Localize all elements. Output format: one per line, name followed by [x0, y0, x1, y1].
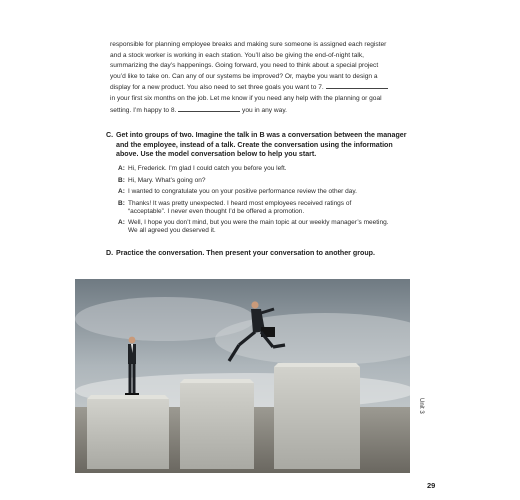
passage-text: display for a new product. You also need to set three goals you want to 7. — [110, 84, 324, 92]
passage-line — [110, 82, 410, 94]
passage-line: summarizing the day’s happenings. Going forward, you need to think about a special project — [110, 62, 379, 70]
passage — [110, 40, 410, 116]
page-number: 29 — [427, 481, 436, 490]
dialogue-text: Hi, Mary. What’s going on? — [128, 176, 206, 184]
dialogue-text: I wanted to congratulate you on your positive performance review the other day. — [128, 188, 357, 196]
fill-in-blank-7[interactable] — [326, 82, 388, 89]
speaker-label: A: — [118, 188, 125, 196]
section-c-instruction — [106, 131, 416, 160]
dialogue-text: Hi, Frederick. I’m glad I could catch you before you left. — [128, 165, 287, 172]
passage-line: responsible for planning employee breaks and making sure someone is assigned each register — [110, 41, 387, 48]
model-conversation — [118, 165, 418, 239]
photo-illustration — [75, 279, 410, 473]
speaker-label: A: — [118, 165, 125, 172]
dialogue-line — [118, 219, 418, 235]
speaker-label: B: — [118, 176, 125, 184]
block-medium — [180, 383, 254, 469]
section-letter: D. — [106, 249, 114, 257]
instruction-text: Practice the conversation. Then present your conversation to another group. — [116, 249, 375, 257]
dialogue-line — [118, 200, 418, 216]
instruction-text: above. Use the model conversation below to help you start. — [116, 150, 317, 159]
passage-text: setting. I’m happy to 8. — [110, 106, 177, 114]
section-d-instruction — [106, 249, 416, 259]
passage-text: you in any way. — [242, 106, 287, 114]
passage-line: you’d like to take on. Can any of our systems be improved? Or, maybe you want to design a — [110, 72, 378, 80]
section-letter: C. — [106, 131, 114, 139]
dialogue-line — [118, 188, 418, 196]
passage-line — [110, 105, 410, 117]
fill-in-blank-8[interactable] — [178, 105, 240, 112]
speaker-label: B: — [118, 199, 125, 207]
dialogue-text: We all agreed you deserved it. — [128, 227, 216, 235]
dialogue-line — [118, 165, 418, 173]
business-people-blocks-photo — [75, 279, 410, 473]
dialogue-text: Thanks! It was pretty unexpected. I heard most employees received ratings of — [128, 199, 352, 207]
block-short — [87, 399, 169, 469]
speaker-label: A: — [118, 219, 125, 227]
unit-label: Unit 3 — [418, 398, 424, 414]
passage-line: in your first six months on the job. Let me know if you need any help with the planning or goal — [110, 94, 382, 102]
instruction-text: and the employee, instead of a talk. Create the conversation using the information — [116, 140, 393, 149]
block-tall — [274, 367, 360, 469]
dialogue-text: Well, I hope you don’t mind, but you were the main topic at our weekly manager’s meeting. — [128, 219, 389, 227]
dialogue-line — [118, 177, 418, 185]
instruction-text: Get into groups of two. Imagine the talk in B was a conversation between the manager — [116, 131, 407, 139]
passage-line: and a stock worker is working in each station. You’ll also be giving the end-of-night talk, — [110, 51, 365, 59]
dialogue-text: “acceptable”. I never even thought I’d be offered a promotion. — [128, 207, 305, 215]
